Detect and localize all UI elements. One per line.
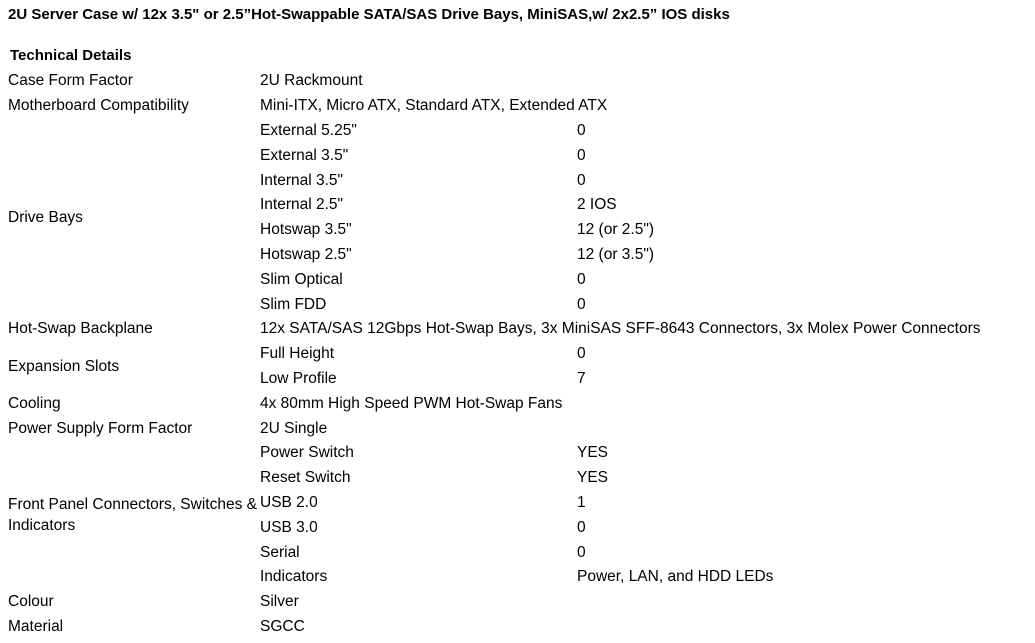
spec-value: Mini-ITX, Micro ATX, Standard ATX, Extended ATX: [260, 97, 608, 115]
sub-value: 12 (or 3.5"): [577, 245, 655, 263]
spec-label: Cooling: [8, 394, 61, 412]
table-row: [6, 615, 981, 640]
sub-label: Full Height: [260, 345, 335, 363]
spec-label: Front Panel Connectors, Switches & Indicators: [8, 496, 257, 535]
sub-label: USB 2.0: [260, 493, 318, 511]
table-row: [6, 94, 981, 119]
spec-label: Motherboard Compatibility: [8, 97, 189, 115]
spec-label: Case Form Factor: [8, 72, 133, 90]
spec-label: Drive Bays: [8, 208, 83, 226]
sub-label: Internal 3.5": [260, 171, 344, 189]
sub-value: 0: [577, 295, 586, 313]
sub-label: Low Profile: [260, 369, 337, 387]
sub-label: Serial: [260, 543, 300, 561]
sub-label: External 5.25": [260, 121, 357, 139]
sub-label: USB 3.0: [260, 518, 318, 536]
sub-value: YES: [577, 444, 609, 462]
sub-label: Hotswap 2.5": [260, 245, 352, 263]
spec-label: Power Supply Form Factor: [8, 419, 193, 437]
sub-label: Internal 2.5": [260, 196, 344, 214]
spec-label: Material: [8, 617, 64, 635]
page-title: 2U Server Case w/ 12x 3.5" or 2.5”Hot-Swappable SATA/SAS Drive Bays, MiniSAS,w/ 2x2.5” IOS disks: [8, 6, 730, 23]
sub-value: 1: [577, 493, 586, 511]
sub-value: 0: [577, 171, 586, 189]
spec-value: 4x 80mm High Speed PWM Hot-Swap Fans: [260, 394, 563, 412]
spec-value: 2U Rackmount: [260, 72, 363, 90]
spec-label: Colour: [8, 593, 54, 611]
sub-value: 7: [577, 369, 586, 387]
spec-label: Expansion Slots: [8, 357, 120, 375]
sub-value: 0: [577, 270, 586, 288]
table-row: [6, 119, 981, 144]
sub-label: Indicators: [260, 568, 328, 586]
table-row: [6, 69, 981, 94]
sub-label: External 3.5": [260, 146, 349, 164]
table-row: [6, 317, 981, 342]
sub-label: Slim FDD: [260, 295, 327, 313]
sub-value: 2 IOS: [577, 196, 617, 214]
table-row: [6, 416, 981, 441]
sub-label: Reset Switch: [260, 469, 351, 487]
sub-value: YES: [577, 469, 609, 487]
sub-label: Power Switch: [260, 444, 354, 462]
table-row: [6, 590, 981, 615]
spec-value: 2U Single: [260, 419, 328, 437]
table-row: [6, 391, 981, 416]
sub-value: 0: [577, 146, 586, 164]
table-row: [6, 441, 981, 466]
spec-value: 12x SATA/SAS 12Gbps Hot-Swap Bays, 3x MiniSAS SFF-8643 Connectors, 3x Molex Power Connectors: [260, 320, 981, 338]
table-row: [6, 342, 981, 367]
sub-label: Hotswap 3.5": [260, 221, 352, 239]
spec-value: SGCC: [260, 617, 305, 635]
sub-value: 0: [577, 121, 586, 139]
sub-value: 0: [577, 543, 586, 561]
sub-value: 0: [577, 518, 586, 536]
section-heading: Technical Details: [10, 47, 132, 64]
spec-value: Silver: [260, 593, 299, 611]
sub-value: Power, LAN, and HDD LEDs: [577, 568, 774, 586]
spec-table: [6, 69, 981, 639]
sub-label: Slim Optical: [260, 270, 343, 288]
spec-label: Hot-Swap Backplane: [8, 320, 153, 338]
sub-value: 12 (or 2.5"): [577, 221, 655, 239]
sub-value: 0: [577, 345, 586, 363]
